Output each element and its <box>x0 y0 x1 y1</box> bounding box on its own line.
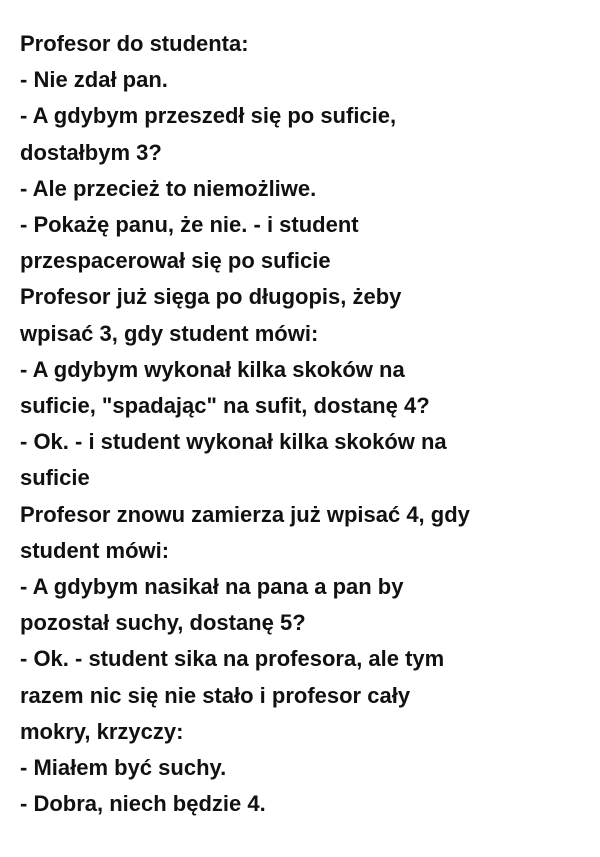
text-line: suficie <box>20 465 90 491</box>
text-line: - A gdybym przeszedł się po suficie, <box>20 103 397 129</box>
text-line: pozostał suchy, dostanę 5? <box>20 610 306 636</box>
text-line: - Ok. - i student wykonał kilka skoków na <box>20 429 447 455</box>
text-line: mokry, krzyczy: <box>20 718 184 744</box>
text-line: Profesor już sięga po długopis, żeby <box>20 284 402 310</box>
text-line: Profesor znowu zamierza już wpisać 4, gdy <box>20 501 470 527</box>
text-line: - Nie zdał pan. <box>20 67 168 93</box>
text-line: dostałbym 3? <box>20 139 162 165</box>
text-line: - Ale przecież to niemożliwe. <box>20 175 317 201</box>
joke-text <box>20 26 580 822</box>
text-line: Profesor do studenta: <box>20 31 249 56</box>
text-line: przespacerował się po suficie <box>20 248 331 274</box>
text-line: wpisać 3, gdy student mówi: <box>20 320 319 346</box>
text-line: - Miałem być suchy. <box>20 755 227 781</box>
text-line: - A gdybym wykonał kilka skoków na <box>20 356 405 382</box>
text-line: - Pokażę panu, że nie. - i student <box>20 212 359 238</box>
text-line: suficie, "spadając" na sufit, dostanę 4? <box>20 393 430 419</box>
text-line: - A gdybym nasikał na pana a pan by <box>20 574 404 600</box>
text-line: razem nic się nie stało i profesor cały <box>20 682 411 708</box>
text-line: - Dobra, niech będzie 4. <box>20 791 266 817</box>
text-line: - Ok. - student sika na profesora, ale tym <box>20 646 445 672</box>
text-line: student mówi: <box>20 537 170 563</box>
